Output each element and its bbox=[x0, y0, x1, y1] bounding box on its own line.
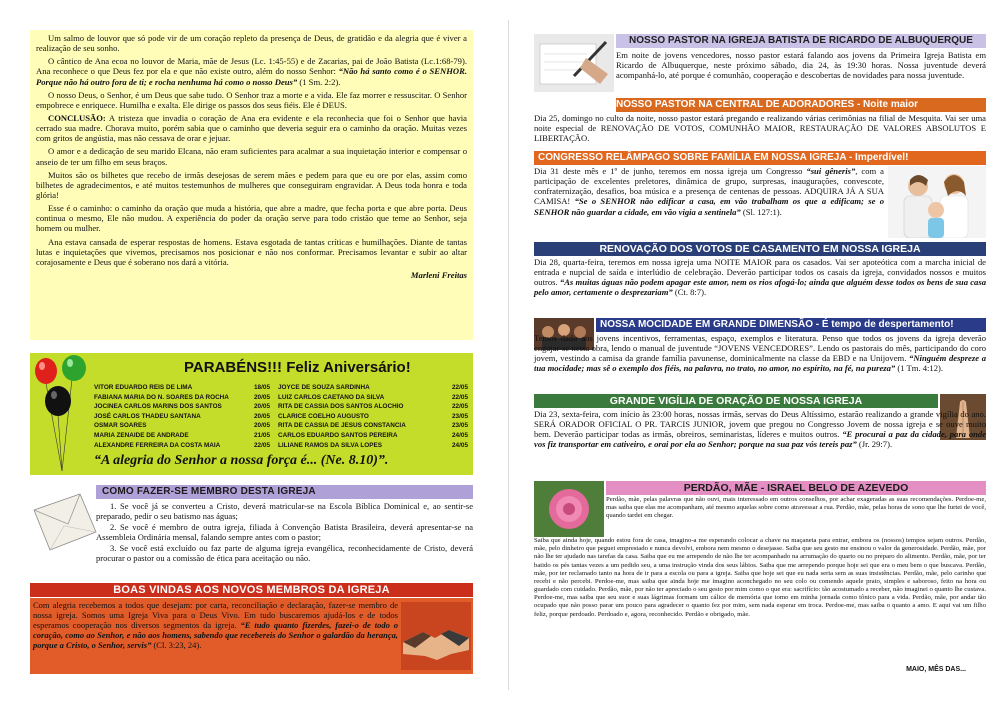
section-title-welcome: BOAS VINDAS AOS NOVOS MEMBROS DA IGREJA bbox=[30, 583, 473, 597]
list-item bbox=[94, 393, 270, 403]
envelope-icon bbox=[30, 488, 100, 558]
membership-step: 3. Se você está excluído ou faz parte de alguma igreja evangélica, reconhecidamente de Cristo, deverá procurar o pastor ou a comissão de ética para aceitação ou não. bbox=[96, 543, 473, 564]
list-item bbox=[278, 402, 468, 412]
intro-paragraph bbox=[36, 56, 467, 86]
handshake-icon bbox=[401, 602, 471, 670]
pastor-text: Em noite de jovens vencedores, nosso pastor estará falando aos jovens da Primeira Igreja Batista em Ricardo de Albuquerque, neste próximo sábado, dia 24, às 19:30 horas. Nossa juventude deverá acompanhá-lo, até porque é comunhão, cooperação e descobertas de novidades para nossa juventude. bbox=[616, 50, 986, 81]
birthday-date: 23/05 bbox=[452, 422, 468, 430]
intro-paragraph: O amor e a dedicação de seu marido Elcana, não eram suficientes para acalmar a sua inquietação interior e compensar o anseio de ter um filho em seus braços. bbox=[36, 146, 467, 167]
reference: (Cl. 3:23, 24). bbox=[151, 640, 202, 651]
page-footer: MAIO, MÊS DAS... bbox=[906, 666, 966, 673]
birthday-date: 20/05 bbox=[254, 393, 270, 401]
congress-text bbox=[534, 166, 884, 217]
text: Dia 28, quarta-feira, teremos em nossa igreja uma NOITE MAIOR para os casados. Vai ser apoteótica com a marcha inicial de entrada e nupcial de saída e interlúdio de celebração. Deverão participar todos os casais da igreja, convidados nossos e muitos outros. bbox=[534, 257, 986, 288]
list-item bbox=[94, 421, 270, 431]
central-text: Dia 25, domingo no culto da noite, nosso pastor estará pregando e realizando várias cerimônias na filial de Mesquita. Vai ser uma noite especial de RENOVAÇÃO DE VOTOS, COMUNHÃO MAIOR, RESTAURAÇÃO DE VALORES ABSOLUTOS E LIBERTAÇÃO. bbox=[534, 113, 986, 144]
birthday-name: JOYCE DE SOUZA SARDINHA bbox=[278, 384, 370, 391]
list-item bbox=[278, 441, 468, 451]
section-title-central: NOSSO PASTOR NA CENTRAL DE ADORADORES - Noite maior bbox=[616, 98, 986, 112]
quote: “sui gêneris” bbox=[806, 166, 856, 176]
birthday-date: 20/05 bbox=[254, 412, 270, 420]
birthday-date: 23/05 bbox=[452, 412, 468, 420]
birthday-name: JOCINEA CARLOS MARINS DOS SANTOS bbox=[94, 403, 222, 411]
text: Com alegria recebemos a todos que desejam: por carta, reconciliação e declaração, fazer-se membro de nossa igreja. Somos uma Igreja Viva para o Deus Vivo. Em tudo buscaremos ajudá-los e de todos esperamos cooperação nos diversos segmentos da igreja. bbox=[33, 600, 398, 631]
quote: “Não há santo como é o SENHOR. Porque não há outro fora de ti; e rocha nenhuma há como o nosso Deus” bbox=[36, 66, 467, 87]
section-title-pastor: NOSSO PASTOR NA IGREJA BATISTA DE RICARDO DE ALBUQUERQUE bbox=[616, 34, 986, 48]
section-title-youth: NOSSA MOCIDADE EM GRANDE DIMENSÃO - É tempo de despertamento! bbox=[596, 318, 986, 332]
reference: (Jr. 29:7). bbox=[856, 439, 893, 450]
birthday-date: 18/05 bbox=[254, 384, 270, 391]
text: Dia 31 deste mês e 1º de junho, teremos em nossa igreja um Congresso bbox=[534, 166, 807, 176]
renewal-text bbox=[534, 257, 986, 298]
welcome-text bbox=[33, 600, 398, 650]
youth-text bbox=[534, 333, 986, 374]
birthday-name: RITA DE CASSIA DOS SANTOS ALOCHIO bbox=[278, 403, 404, 411]
birthday-box bbox=[30, 353, 473, 475]
reference: (1 Sm. 2:2). bbox=[297, 76, 341, 87]
intro-paragraph: Um salmo de louvor que só pode vir de um coração repleto da presença de Deus, de gratidão e da alegria que é viver a realização de seu sonho. bbox=[36, 33, 467, 54]
list-item bbox=[94, 431, 270, 441]
birthday-name: CARLOS EDUARDO SANTOS PEREIRA bbox=[278, 432, 398, 440]
birthday-date: 20/05 bbox=[254, 422, 270, 430]
intro-paragraph: Ana estava cansada de esperar respostas de homens. Estava esgotada de tantas críticas e humilhações. Diante de tantas lutas e inquietações que vivemos, precisamos nos posicionar e não nos conformar. Precisamos levantar e subir ao altar corajosamente e Deus que é soberano nos dará a vitória. bbox=[36, 236, 467, 267]
quote: “E procurai a paz da cidade, para onde vos fiz transportar em cativeiro, e orai por ela ao Senhor; porque na sua paz vós tereis paz” bbox=[534, 429, 987, 450]
balloons-icon bbox=[32, 355, 92, 473]
membership-step: 1. Se você já se converteu a Cristo, deverá matricular-se na Escola Bíblica Dominical e, ao sentir-se preparado, pedir o seu batismo nas águas; bbox=[96, 501, 473, 522]
forgiveness-text-top: Perdão, mãe, pelas palavras que não ouvi, mais interessado em outros conselhos, por achar exageradas as suas recomendações. Perdoe-me, mas saiba que elas me acompanham, até mesmo aquelas sobre como atravessar a rua. Perdão, mãe, pelas horas de sono que lhe furtei de você, quando tardei em chegar. bbox=[606, 496, 986, 520]
rose-flower-icon bbox=[534, 481, 604, 537]
list-item bbox=[278, 431, 468, 441]
birthday-date: 21/05 bbox=[254, 432, 270, 440]
family-photo-icon bbox=[888, 166, 986, 238]
quote: “E tudo quanto fizerdes, fazei-o de todo o coração, como ao Senhor, e não aos homens, sabendo que recebereis do Senhor o galardão da herança, porque a Cristo, o Senhor, servis” bbox=[33, 620, 398, 651]
birthday-motto: “A alegria do Senhor a nossa força é... (Ne. 8.10)”. bbox=[94, 453, 389, 468]
list-item bbox=[278, 393, 468, 403]
list-item bbox=[94, 441, 270, 451]
membership-text bbox=[96, 501, 473, 564]
birthday-name: LILIANE RAMOS DA SILVA LOPES bbox=[278, 441, 383, 449]
conclusion-label: CONCLUSÃO: bbox=[48, 112, 106, 123]
quote: “Ninguém despreze a tua mocidade; mas sê o exemplo dos fiéis, na palavra, no trato, no amor, no espírito, na fé, na pureza” bbox=[534, 353, 986, 374]
author-signature: Marleni Freitas bbox=[410, 269, 467, 280]
list-item bbox=[278, 412, 468, 422]
intro-paragraph: O nosso Deus, o Senhor, é um Deus que sabe tudo. O Senhor traz a morte e a vida. Ele faz morrer e ressuscitar. O Senhor empobrece e enriquece. Humilha e exalta. Ele dirige os passos dos seus fiéis. Ele é DEUS. bbox=[36, 89, 467, 110]
birthday-date: 22/05 bbox=[452, 403, 468, 411]
section-title-renewal: RENOVAÇÃO DOS VOTOS DE CASAMENTO EM NOSSA IGREJA bbox=[534, 242, 986, 256]
birthday-name: CLARICE COELHO AUGUSTO bbox=[278, 412, 369, 420]
intro-paragraph bbox=[36, 113, 467, 143]
birthday-date: 22/05 bbox=[254, 441, 270, 449]
birthday-name: MARIA ZENAIDE DE ANDRADE bbox=[94, 432, 189, 440]
column-divider bbox=[508, 20, 509, 690]
article-intro bbox=[30, 30, 473, 340]
birthday-title: PARABÉNS!!! Feliz Aniversário! bbox=[184, 359, 411, 376]
list-item bbox=[278, 421, 468, 431]
birthday-list bbox=[278, 383, 468, 450]
section-title-vigil: GRANDE VIGÍLIA DE ORAÇÃO DE NOSSA IGREJA bbox=[534, 394, 938, 408]
vigil-text bbox=[534, 409, 986, 450]
text: , com a participação de excelentes preletores, dinâmica de grupo, surpresas, inaugurações, convescote, confraternização, desafios, boa música e a presença de centenas de pessoas. ADQUIRA JÁ A SUA CAMISA! bbox=[534, 166, 884, 207]
list-item bbox=[278, 383, 468, 393]
list-item bbox=[94, 412, 270, 422]
intro-paragraph: Muitos são os bilhetes que recebo de irmãs desejosas de serem mães e pedem para que eu ore por elas, assim como bilhetes de agradecimentos, e até muitos testemunhos de mulheres que conseguiram engravidar. A Deus toda honra e toda glória! bbox=[36, 169, 467, 200]
birthday-list bbox=[94, 383, 270, 450]
section-title-forgiveness: PERDÃO, MÃE - ISRAEL BELO DE AZEVEDO bbox=[606, 481, 986, 495]
birthday-name: JOSÉ CARLOS THADEU SANTANA bbox=[94, 412, 201, 420]
reference: (Sl. 127:1). bbox=[740, 206, 782, 217]
text: Temos dado aos jovens incentivos, ferramentas, espaço, exemplos e literatura. Penso que todos os jovens da igreja deverão engajar-se nesta obra, lendo o manual de juventude “JOVENS VENCEDORES”. Lendo os pastorais do mês, participando do coro jovem, vestindo a camisa da grande família pavunense, dominicalmente na classe da EBD e na Unijovem. bbox=[534, 333, 986, 364]
forgiveness-text: Saiba que ainda hoje, quando estou fora de casa, imagino-a me esperando colocar a chave na maçaneta para entrar, embora os (nossos) tempos sejam outros. Perdão, mãe, pelo dinheiro que peguei emprestado e nunca devolvi, embora nem mesmo o desejasse. Saiba que seu gesto me ensinou o valor da generosidade. Perdão, mãe, por não lhe ter ajudado nas tarefas da casa. Saiba que eu me arrependo de não lhe ter acompanhado na arrumação do quarto ou no preparo do alimento. Perdão, mãe, por ter batido os pés tantas vezes a um pedido seu, a uma instrução vinda dos seus lábios. Saiba que me arrependo porque hoje sei que era o meu bem o que buscava. Perdão, mãe, por ter reclamado tanto na hora de ir para a escola ou para a igreja. Saiba que hoje sei que eu nada seria sem as suas insistências. Perdão, mãe, pelo carinho que recebi e não percebi. Perdoe-me, mas saiba que ainda hoje me imagino aconchegado no seu colo ou comendo aquele prato, simples e saboroso, feito na hora ou guardado com cuidado. Perdão, mãe, por não ter apreciado o seu gesto por mim como o que era: sacrifício: tão acostumado a receber, não imaginei o quanto lhe custava. Perdoe-me, mas saiba que seu suor e suas lágrimas formam um cálice de memória que tomo em minha jornada como tônico para a vida. Perdão, mãe, por andar tão ocupado que não posso parar um pouco para agradecer o quanto fez por mim, sem nada esperar em troca. Perdoe-me, mas saiba o quanto a amo. E aqui vai um filho feliz, porque perdoado. Perdoado e, agora, reconhecido. Perdão e obrigado, mãe. bbox=[534, 537, 986, 618]
birthday-name: FABIANA MARIA DO N. SOARES DA ROCHA bbox=[94, 393, 229, 401]
intro-paragraph: Esse é o caminho: o caminho da oração que muda a história, que abre a madre, que fecha porta e que abre porta. Deus continua o mesmo, Ele não mudou. A experiência do poder da oração serve para todo cristão que teme ao Senhor, seja homem ou mulher. bbox=[36, 203, 467, 234]
birthday-date: 24/05 bbox=[452, 441, 468, 449]
list-item bbox=[94, 383, 270, 393]
text: Dia 23, sexta-feira, com início às 23:00 horas, nossas irmãs, servas do Deus Altíssimo, estarão realizando a grande vigília do ano. SERÁ ORADOR OFICIAL O PR. TARCIS JUNIOR, jovem que pregou no Congresso Jovem de nossa igreja e se ouve muito bem. Deverão participar todas as irmãs, obreiros, seminaristas, líderes e muitos outros. bbox=[534, 409, 986, 440]
reference: (Ct. 8:7). bbox=[672, 287, 707, 298]
text: O cântico de Ana ecoa no louvor de Maria, mãe de Jesus (Lc. 1:45-55) e de Zacarias, pai de João Batista (Lc.1:68-79). Ana reconhece o que Deus fez por ela e que não existe outro, além do nosso Senhor: bbox=[36, 56, 467, 77]
quote: “Se o SENHOR não edificar a casa, em vão trabalham os que a edificam; se o SENHOR não guardar a cidade, em vão vigia a sentinela” bbox=[534, 196, 884, 217]
birthday-date: 24/05 bbox=[452, 432, 468, 440]
reference: (1 Tm. 4:12). bbox=[895, 363, 944, 374]
birthday-date: 20/05 bbox=[254, 403, 270, 411]
birthday-name: ALEXANDRE FERREIRA DA COSTA MAIA bbox=[94, 441, 221, 449]
birthday-name: RITA DE CASSIA DE JESUS CONSTANCIA bbox=[278, 422, 406, 430]
membership-step: 2. Se você é membro de outra igreja, filiada à Convenção Batista Brasileira, deverá apresentar-se na Assembleia Ordinária mensal, falando sempre antes com o pastor; bbox=[96, 522, 473, 543]
right-column bbox=[520, 0, 1000, 707]
text: A tristeza que invadia o coração de Ana era evidente e ela reconhecia que foi o Senhor que havia cerrado sua madre. Chorava muito, porém sabia que o caminho que deveria seguir era o caminho da oração. Muitas vezes com gritos de angústia, mas não cessava de orar e jejuar. bbox=[36, 112, 467, 144]
birthday-date: 22/05 bbox=[452, 384, 468, 391]
welcome-box bbox=[30, 598, 473, 674]
list-item bbox=[94, 402, 270, 412]
birthday-name: VITOR EDUARDO REIS DE LIMA bbox=[94, 384, 193, 391]
pen-writing-icon bbox=[534, 34, 614, 92]
section-title-membership: COMO FAZER-SE MEMBRO DESTA IGREJA bbox=[96, 485, 473, 499]
quote: “As muitas águas não podem apagar este amor, nem os rios afogá-lo; ainda que alguém desse todos os bens de sua casa pelo amor, certamente o desprezariam” bbox=[534, 277, 986, 298]
birthday-name: LUIZ CARLOS CAETANO DA SILVA bbox=[278, 393, 385, 401]
birthday-date: 22/05 bbox=[452, 393, 468, 401]
section-title-congress: CONGRESSO RELÂMPAGO SOBRE FAMÍLIA EM NOSSA IGREJA - Imperdível! bbox=[534, 151, 986, 165]
birthday-name: OSMAR SOARES bbox=[94, 422, 147, 430]
